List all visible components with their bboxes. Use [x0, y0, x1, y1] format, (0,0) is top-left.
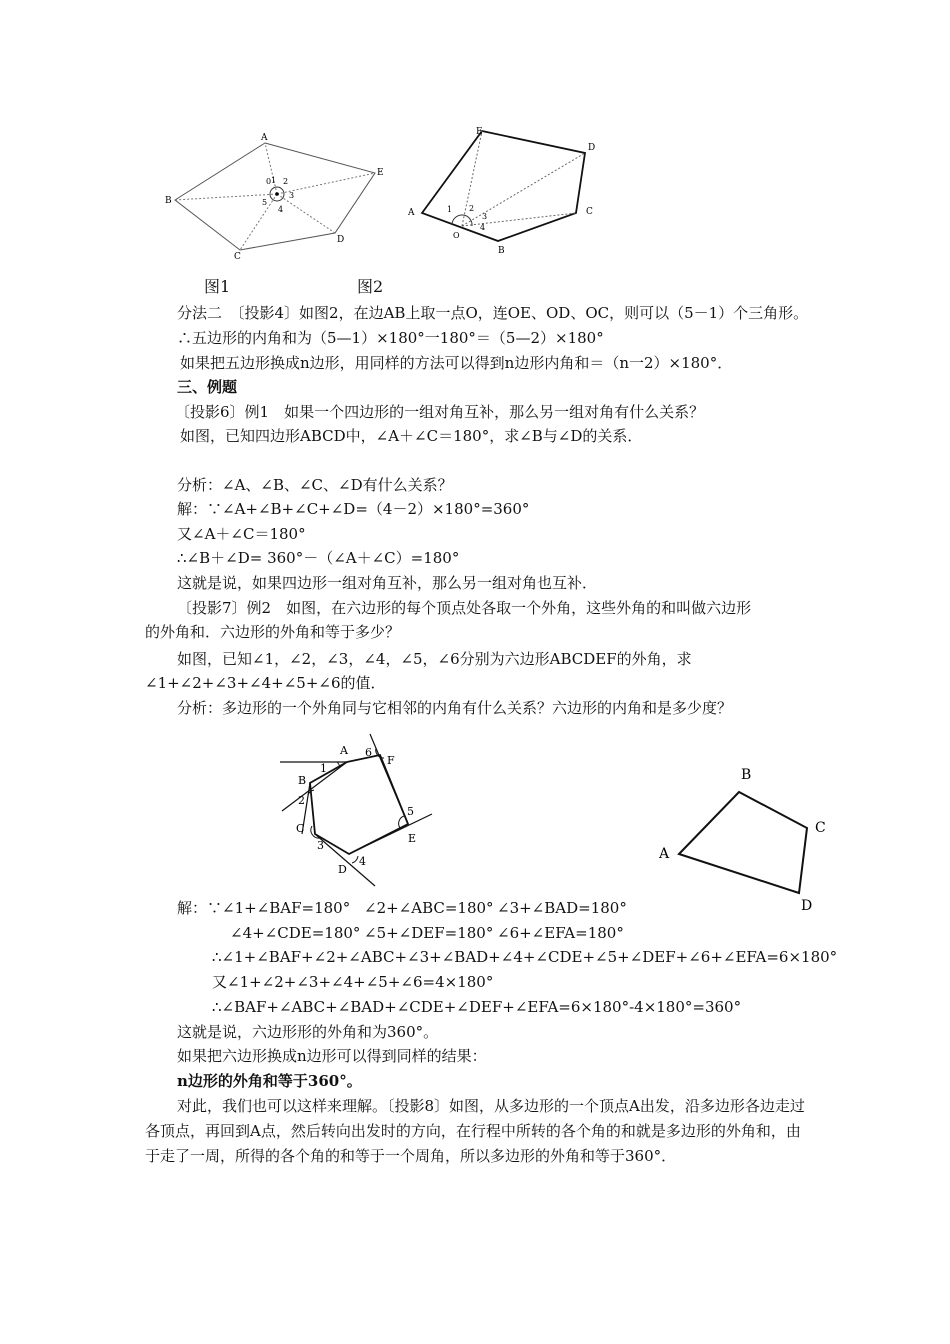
hex-label-F: F: [387, 754, 395, 767]
figure-2-caption: 图2: [357, 277, 384, 296]
fig2-label-O: O: [453, 231, 460, 240]
solution-4: 又∠1+∠2+∠3+∠4+∠5+∠6=4×180°: [212, 973, 494, 991]
quad-label-C: C: [815, 820, 826, 836]
text-line-12b: 的外角和．六边形的外角和等于多少？: [145, 623, 401, 641]
hex-label-C: C: [296, 822, 305, 835]
section-heading-examples: 三、例题: [177, 378, 238, 396]
fig1-label-D: D: [337, 235, 345, 245]
quad-label-D: D: [801, 898, 813, 914]
text-line-6: 如图，已知四边形ABCD中，∠A＋∠C＝180°，求∠B与∠D的关系．: [180, 427, 643, 445]
fig2-label-3: 3: [482, 212, 488, 221]
fig2-label-2: 2: [469, 204, 475, 213]
hex-label-D: D: [338, 863, 347, 876]
hex-label-B: B: [298, 774, 307, 787]
figure-1-caption: 图1: [204, 277, 231, 296]
text-line-13a: 如图，已知∠1，∠2，∠3，∠4，∠5，∠6分别为六边形ABCDEF的外角，求: [177, 650, 692, 668]
fig2-label-B: B: [498, 246, 505, 256]
text-line-10: ∴∠B＋∠D= 360°－（∠A＋∠C）=180°: [177, 549, 460, 567]
conclusion-exterior-angle-sum: n边形的外角和等于360°。: [177, 1072, 362, 1090]
quad-label-B: B: [741, 767, 752, 783]
text-line-7: 分析：∠A、∠B、∠C、∠D有什么关系？: [177, 476, 453, 494]
solution-5: ∴∠BAF+∠ABC+∠BAD+∠CDE+∠DEF+∠EFA=6×180°-4×180°=360°: [212, 998, 742, 1016]
text-line-3: 如果把五边形换成n边形，用同样的方法可以得到n边形内角和＝（n一2）×180°．: [180, 354, 733, 372]
text-line-13b: ∠1+∠2+∠3+∠4+∠5+∠6的值．: [145, 674, 386, 692]
hex-label-A: A: [340, 744, 348, 757]
quad-label-A: A: [659, 846, 670, 862]
fig2-label-1: 1: [447, 205, 453, 214]
hex-label-4: 4: [359, 855, 366, 868]
fig1-label-1: 1: [271, 176, 277, 185]
fig1-label-C: C: [234, 252, 241, 262]
figure-hexagon-exterior-angles: [270, 738, 445, 893]
solution-2a: ∠4+∠CDE=180°: [230, 924, 361, 942]
text-line-2: ∴五边形的内角和为（5—1）×180°一180°＝（5—2）×180°: [177, 329, 604, 347]
fig2-label-D: D: [588, 143, 596, 153]
text-line-11: 这就是说，如果四边形一组对角互补，那么另一组对角也互补．: [177, 574, 598, 592]
figure-quadrilateral-abcd: [655, 762, 830, 912]
text-line-9: 又∠A＋∠C＝180°: [177, 525, 306, 543]
fig1-label-E: E: [377, 168, 384, 178]
hex-label-2: 2: [298, 794, 305, 807]
solution-2c: ∠6+∠EFA=180°: [497, 924, 624, 942]
hex-label-6: 6: [365, 746, 372, 759]
fig2-label-A: A: [408, 208, 415, 218]
figure-2-pentagon: [402, 128, 602, 263]
fig1-label-5: 5: [262, 198, 268, 207]
hex-label-5: 5: [407, 805, 414, 818]
text-line-8: 解：∵∠A+∠B+∠C+∠D=（4－2）×180°=360°: [177, 500, 530, 518]
hex-label-3: 3: [317, 839, 324, 852]
text-line-5: 〔投影6〕例1 如果一个四边形的一组对角互补，那么另一组对角有什么关系？: [175, 403, 705, 421]
fig1-label-4: 4: [278, 205, 284, 214]
solution-6: 这就是说，六边形形的外角和为360°。: [177, 1023, 439, 1041]
fig2-label-4: 4: [480, 223, 486, 232]
fig1-label-2: 2: [283, 177, 289, 186]
fig1-label-A: A: [261, 133, 268, 143]
fig2-label-E: E: [476, 127, 483, 137]
text-line-12a: 〔投影7〕例2 如图，在六边形的每个顶点处各取一个外角，这些外角的和叫做六边形: [177, 599, 752, 617]
solution-1b: ∠2+∠ABC=180°: [364, 899, 494, 917]
solution-7: 如果把六边形换成n边形可以得到同样的结果：: [177, 1047, 487, 1065]
solution-3: ∴∠1+∠BAF+∠2+∠ABC+∠3+∠BAD+∠4+∠CDE+∠5+∠DEF+∠6+∠EFA=6×180°: [212, 948, 838, 966]
fig2-label-C: C: [586, 207, 593, 217]
solution-2b: ∠5+∠DEF=180°: [364, 924, 494, 942]
closing-paragraph: 对此，我们也可以这样来理解。〔投影8〕如图，从多边形的一个顶点A出发，沿多边形各边走过各顶点，再回到A点，然后转向出发时的方向，在行程中所转的各个角的和就是多边形的外角和，由于走了一周，所得的各个角的和等于一个周角，所以多边形的外角和等于360°．: [145, 1097, 805, 1165]
fig1-label-B: B: [165, 196, 172, 206]
fig1-label-0: 0: [266, 177, 272, 186]
hex-label-1: 1: [320, 762, 327, 775]
hex-label-E: E: [408, 832, 417, 845]
text-line-1: 分法二 〔投影4〕如图2，在边AB上取一点O，连OE、OD、OC，则可以（5－1）个三角形。: [177, 304, 809, 322]
figure-1-pentagon: [160, 128, 390, 268]
solution-1a: 解：∵∠1+∠BAF=180°: [177, 899, 351, 917]
fig1-label-3: 3: [289, 191, 295, 200]
text-line-14: 分析：多边形的一个外角同与它相邻的内角有什么关系？六边形的内角和是多少度？: [177, 699, 733, 717]
solution-1c: ∠3+∠BAD=180°: [497, 899, 627, 917]
